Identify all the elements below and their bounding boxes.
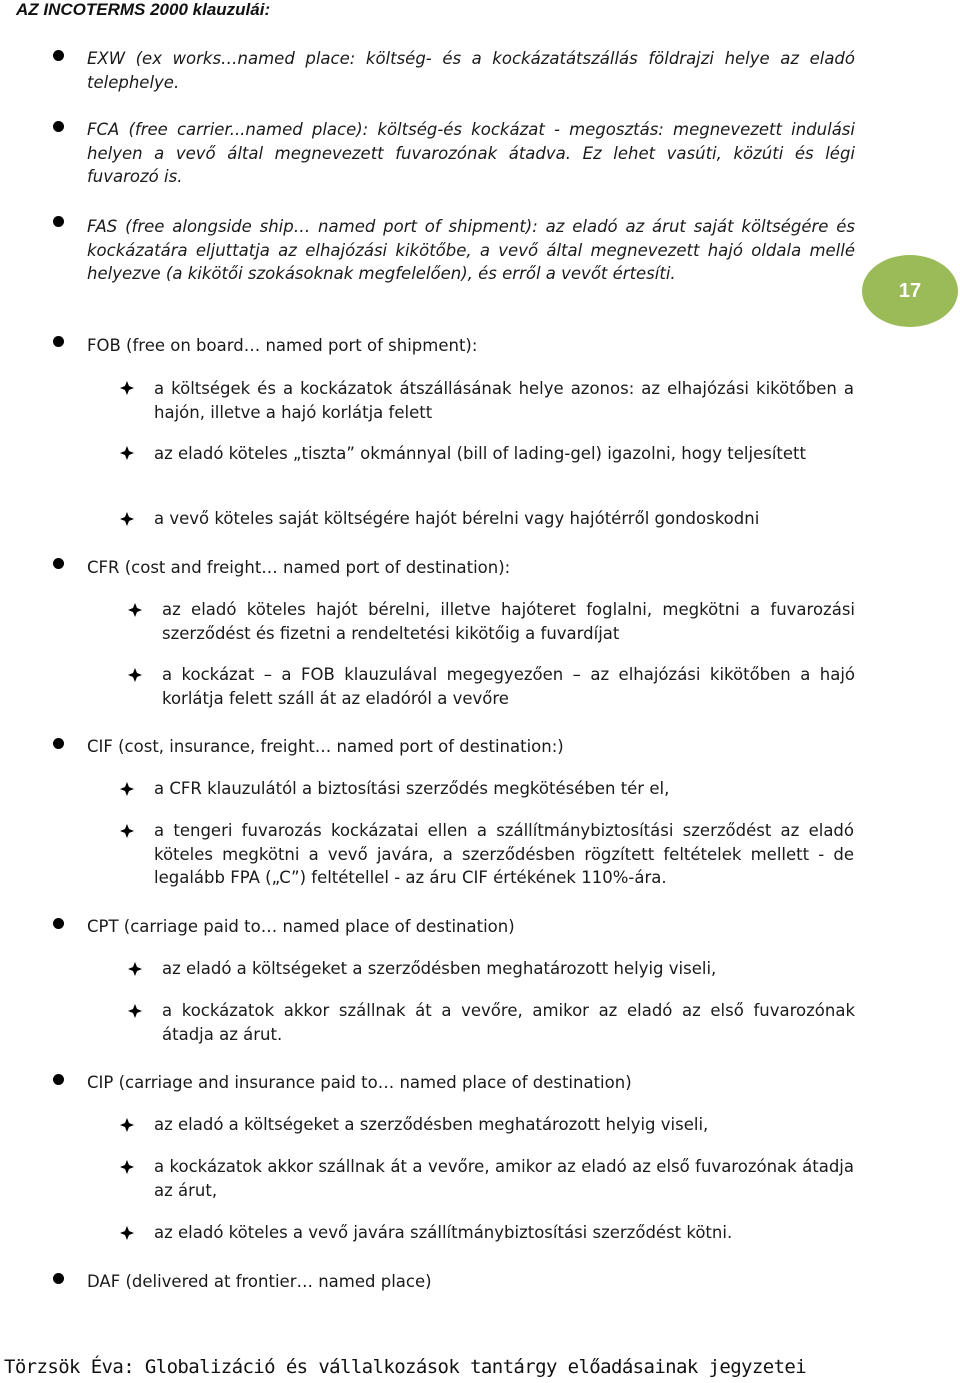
diamond-bullet-icon [120, 824, 134, 838]
bullet-dot [53, 50, 64, 61]
diamond-bullet-icon [128, 668, 142, 682]
diamond-bullet-icon [120, 512, 134, 526]
page-footer: Törzsök Éva: Globalizáció és vállalkozások tantárgy előadásainak jegyzetei [4, 1356, 807, 1378]
cip-sub-item: a kockázatok akkor szállnak át a vevőre, amikor az eladó az első fuvarozónak átadja az árut, [154, 1157, 854, 1200]
clause-cif: CIF (cost, insurance, freight… named port of destination:) [87, 737, 564, 756]
cip-sub-item: az eladó a költségeket a szerződésben meghatározott helyig viseli, [154, 1115, 709, 1134]
clause-fca: FCA (free carrier...named place): költség-és kockázat - megosztás: megnevezett indulási helyen a vevő által megnevezett fuvarozónak átadva. Ez lehet vasúti, közúti és légi fuvarozó is. [87, 120, 855, 186]
clause-cpt: CPT (carriage paid to… named place of destination) [87, 917, 515, 936]
clause-fob: FOB (free on board… named port of shipment): [87, 336, 478, 355]
clause-cip: CIP (carriage and insurance paid to… named place of destination) [87, 1073, 632, 1092]
cfr-sub-item: az eladó köteles hajót bérelni, illetve hajóteret foglalni, megkötni a fuvarozási szerződést és fizetni a rendeltetési kikötőig a fuvardíjat [162, 600, 855, 643]
diamond-bullet-icon [120, 1226, 134, 1240]
cif-sub-item: a CFR klauzulától a biztosítási szerződés megkötésében tér el, [154, 779, 670, 798]
clause-fas: FAS (free alongside ship… named port of shipment): az eladó az árut saját költségére és kockázatára eljuttatja az elhajózási kikötőbe, a vevő által megnevezett hajó oldala mellé helyezve (a kikötői szokásoknak megfelelően), és erről a vevőt értesíti. [87, 217, 855, 283]
diamond-bullet-icon [120, 1118, 134, 1132]
bullet-dot [53, 336, 64, 347]
cip-sub-item: az eladó köteles a vevő javára szállítmánybiztosítási szerződést kötni. [154, 1223, 733, 1242]
fob-sub-item: a költségek és a kockázatok átszállásának helye azonos: az elhajózási kikötőben a hajón, illetve a hajó korlátja felett [154, 379, 854, 422]
fob-sub-item: az eladó köteles „tiszta” okmánnyal (bill of lading-gel) igazolni, hogy teljesített [154, 444, 806, 463]
diamond-bullet-icon [128, 962, 142, 976]
page-title: AZ INCOTERMS 2000 klauzulái: [16, 0, 271, 19]
diamond-bullet-icon [128, 603, 142, 617]
bullet-dot [53, 1273, 64, 1284]
cpt-sub-item: az eladó a költségeket a szerződésben meghatározott helyig viseli, [162, 959, 717, 978]
cpt-sub-item: a kockázatok akkor szállnak át a vevőre, amikor az eladó az első fuvarozónak átadja az árut. [162, 1001, 855, 1044]
fob-sub-item: a vevő köteles saját költségére hajót bérelni vagy hajótérről gondoskodni [154, 509, 760, 528]
bullet-dot [53, 918, 64, 929]
cfr-sub-item: a kockázat – a FOB klauzulával megegyezően – az elhajózási kikötőben a hajó korlátja felett száll át az eladóról a vevőre [162, 665, 855, 708]
diamond-bullet-icon [120, 782, 134, 796]
bullet-dot [53, 558, 64, 569]
diamond-bullet-icon [120, 446, 134, 460]
bullet-dot [53, 1074, 64, 1085]
clause-daf: DAF (delivered at frontier… named place) [87, 1272, 432, 1291]
bullet-dot [53, 121, 64, 132]
diamond-bullet-icon [120, 1160, 134, 1174]
clause-exw: EXW (ex works…named place: költség- és a kockázatátszállás földrajzi helye az eladó telephelye. [87, 49, 855, 92]
diamond-bullet-icon [128, 1004, 142, 1018]
clause-cfr: CFR (cost and freight… named port of destination): [87, 558, 511, 577]
cif-sub-item: a tengeri fuvarozás kockázatai ellen a szállítmánybiztosítási szerződést az eladó köteles megkötni a vevő javára, a szerződésben rögzített feltételek mellett - de legalább FPA („C”) feltétellel - az áru CIF értékének 110%-ára. [154, 821, 854, 887]
page-number-badge: 17 [862, 255, 958, 327]
diamond-bullet-icon [120, 381, 134, 395]
bullet-dot [53, 738, 64, 749]
bullet-dot [53, 216, 64, 227]
